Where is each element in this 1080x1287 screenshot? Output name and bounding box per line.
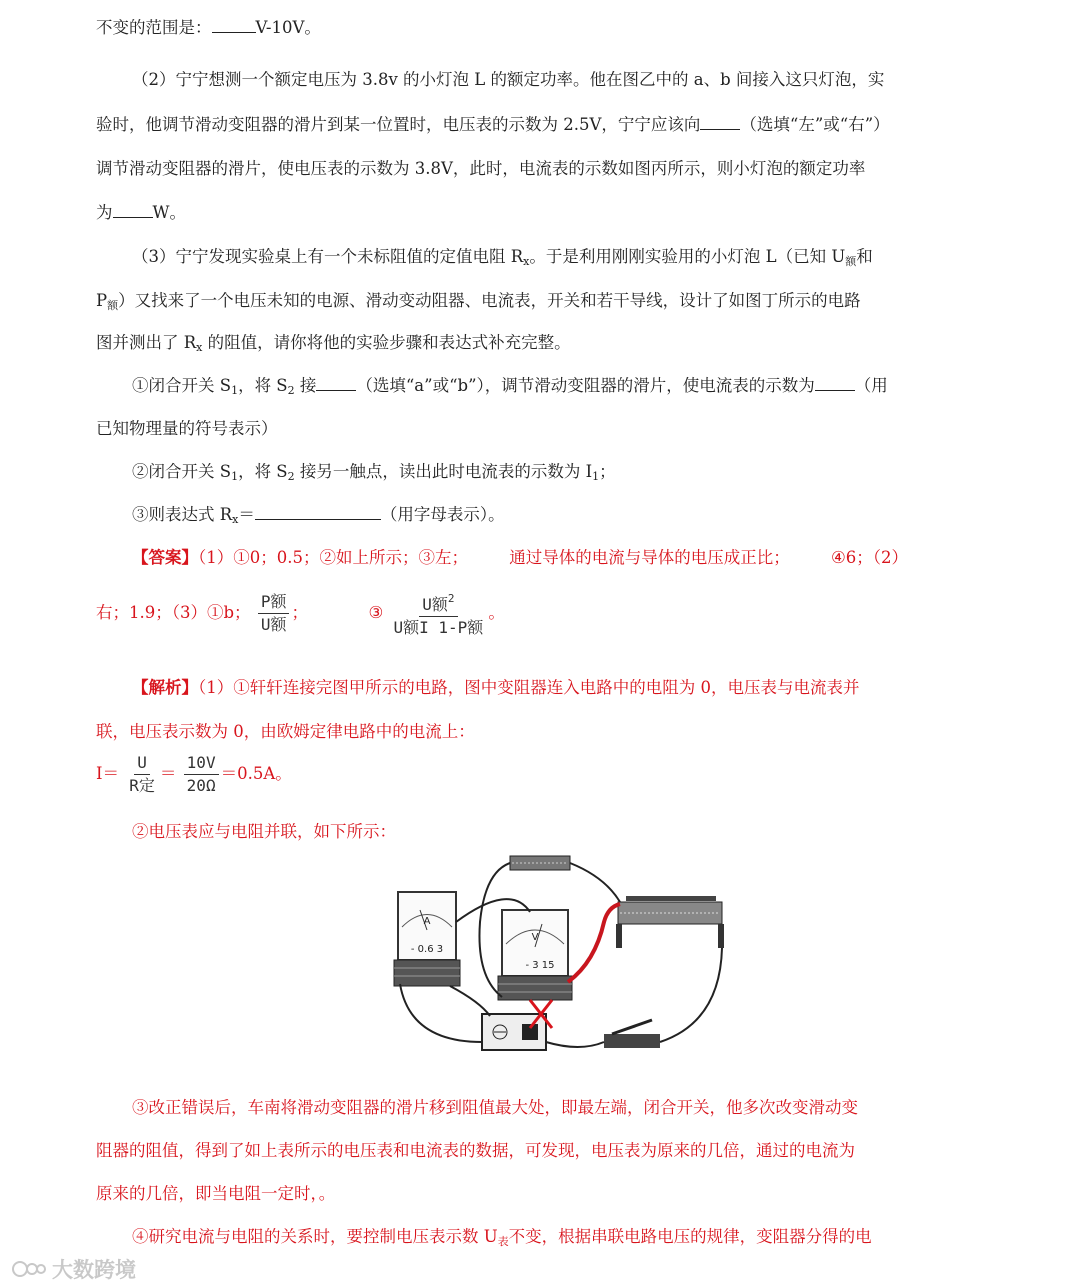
- analysis-line: ④研究电流与电阻的关系时，要控制电压表示数 $U_表$不变，根据串联电路电压的规律，变阻器分得的电: [132, 1227, 872, 1248]
- text-line: （3）宁宁发现实验桌上有一个未标阻值的定值电阻 $R_x$。于是利用刚刚实验用的小灯泡 L（已知 $U_额$和: [132, 247, 873, 268]
- formula-fraction: $\frac{10V}{20\Omega}$: [184, 752, 219, 797]
- switch: [604, 1020, 660, 1048]
- text-line: 调节滑动变阻器的滑片，使电压表的示数为 3.8V，此时，电流表的示数如图丙所示，则小灯泡的额定功率: [96, 159, 866, 178]
- formula-fraction: $\frac{U额^2}{\text{U额I 1-P额}}$: [391, 588, 487, 639]
- text-line: 为 W。: [96, 203, 186, 222]
- circuit-photo-figure: [390, 852, 740, 1077]
- answer-blank: [212, 18, 256, 33]
- answer-blank: [255, 505, 381, 520]
- text-line: ①闭合开关 $S_1$，将 $S_2$ 接 （选填“a”或“b”），调节滑动变阻器的滑片，使电流表的示数为 （用: [132, 376, 888, 397]
- answer-blank: [815, 376, 855, 391]
- answer-blank: [700, 115, 740, 130]
- text-line: ③则表达式 $R_x=$ （用字母表示）。: [132, 505, 505, 526]
- text-line: 不变的范围是： V-10V。: [96, 18, 321, 37]
- analysis-line: 【解析】（1）①轩轩连接完图甲所示的电路，图中变阻器连入电路中的电阻为 0，电压表与电流表并: [132, 678, 860, 697]
- ohms-law-equation: I＝ $\frac{U}{\text{R定}}$ ＝ $\frac{10V}{20\Omega}$ ＝0.5A。: [96, 753, 292, 795]
- svg-text:- 3 15: - 3 15: [525, 960, 555, 971]
- formula-fraction: $\frac{U}{\text{R定}}$: [129, 753, 155, 795]
- fixed-resistor: [510, 856, 570, 870]
- watermark-logo-icon: [12, 1259, 46, 1279]
- rheostat: [616, 896, 724, 948]
- answer-blank: [316, 376, 356, 391]
- text-line: 已知物理量的符号表示）: [96, 419, 278, 438]
- answer-line: 【答案】（1）①0；0.5；②如上所示；③左； 通过导体的电流与导体的电压成正比； ④6；（2）: [132, 548, 909, 567]
- answer-blank: [113, 203, 153, 218]
- voltmeter: [498, 910, 572, 1000]
- watermark: 大数跨境: [12, 1254, 136, 1284]
- svg-text:V: V: [531, 932, 539, 943]
- formula-fraction: $\frac{\text{P额}}{\text{U额}}$: [258, 591, 290, 636]
- analysis-line: ③改正错误后，车南将滑动变阻器的滑片移到阻值最大处，即最左端，闭合开关，他多次改变滑动变: [132, 1098, 858, 1117]
- analysis-line: ②电压表应与电阻并联，如下所示：: [132, 822, 396, 841]
- text-line: $P_额$）又找来了一个电压未知的电源、滑动变动阻器、电流表，开关和若干导线，设计了如图丁所示的电路: [96, 291, 861, 312]
- answer-line: 右；1.9；（3）①b； $\frac{\text{P额}}{\text{U额}}$ ； ③ $\frac{U额^2}{\text{U额I 1-P额}}$ 。: [96, 588, 505, 639]
- answer-tag: 【答案】: [132, 548, 198, 567]
- svg-text:A: A: [423, 916, 431, 927]
- text-line: ②闭合开关 $S_1$，将 $S_2$ 接另一触点，读出此时电流表的示数为 $I_1$；: [132, 462, 616, 483]
- text-line: 图并测出了 $R_x$ 的阻值，请你将他的实验步骤和表达式补充完整。: [96, 333, 571, 354]
- analysis-line: 原来的几倍，即当电阻一定时，。: [96, 1184, 336, 1203]
- svg-text:- 0.6 3: - 0.6 3: [410, 944, 444, 955]
- corrected-wire: [568, 904, 620, 982]
- analysis-line: 阻器的阻值，得到了如上表所示的电压表和电流表的数据，可发现，电压表为原来的几倍，通过的电流为: [96, 1141, 855, 1160]
- text-line: 验时，他调节滑动变阻器的滑片到某一位置时，电压表的示数为 2.5V，宁宁应该向 （选填“左”或“右”）: [96, 115, 890, 134]
- ammeter: [394, 892, 460, 986]
- analysis-tag: 【解析】: [132, 678, 198, 697]
- analysis-line: 联，电压表示数为 0，由欧姆定律电路中的电流上：: [96, 722, 475, 741]
- text-line: （2）宁宁想测一个额定电压为 3.8v 的小灯泡 L 的额定功率。他在图乙中的 a、b 间接入这只灯泡，实: [132, 70, 885, 89]
